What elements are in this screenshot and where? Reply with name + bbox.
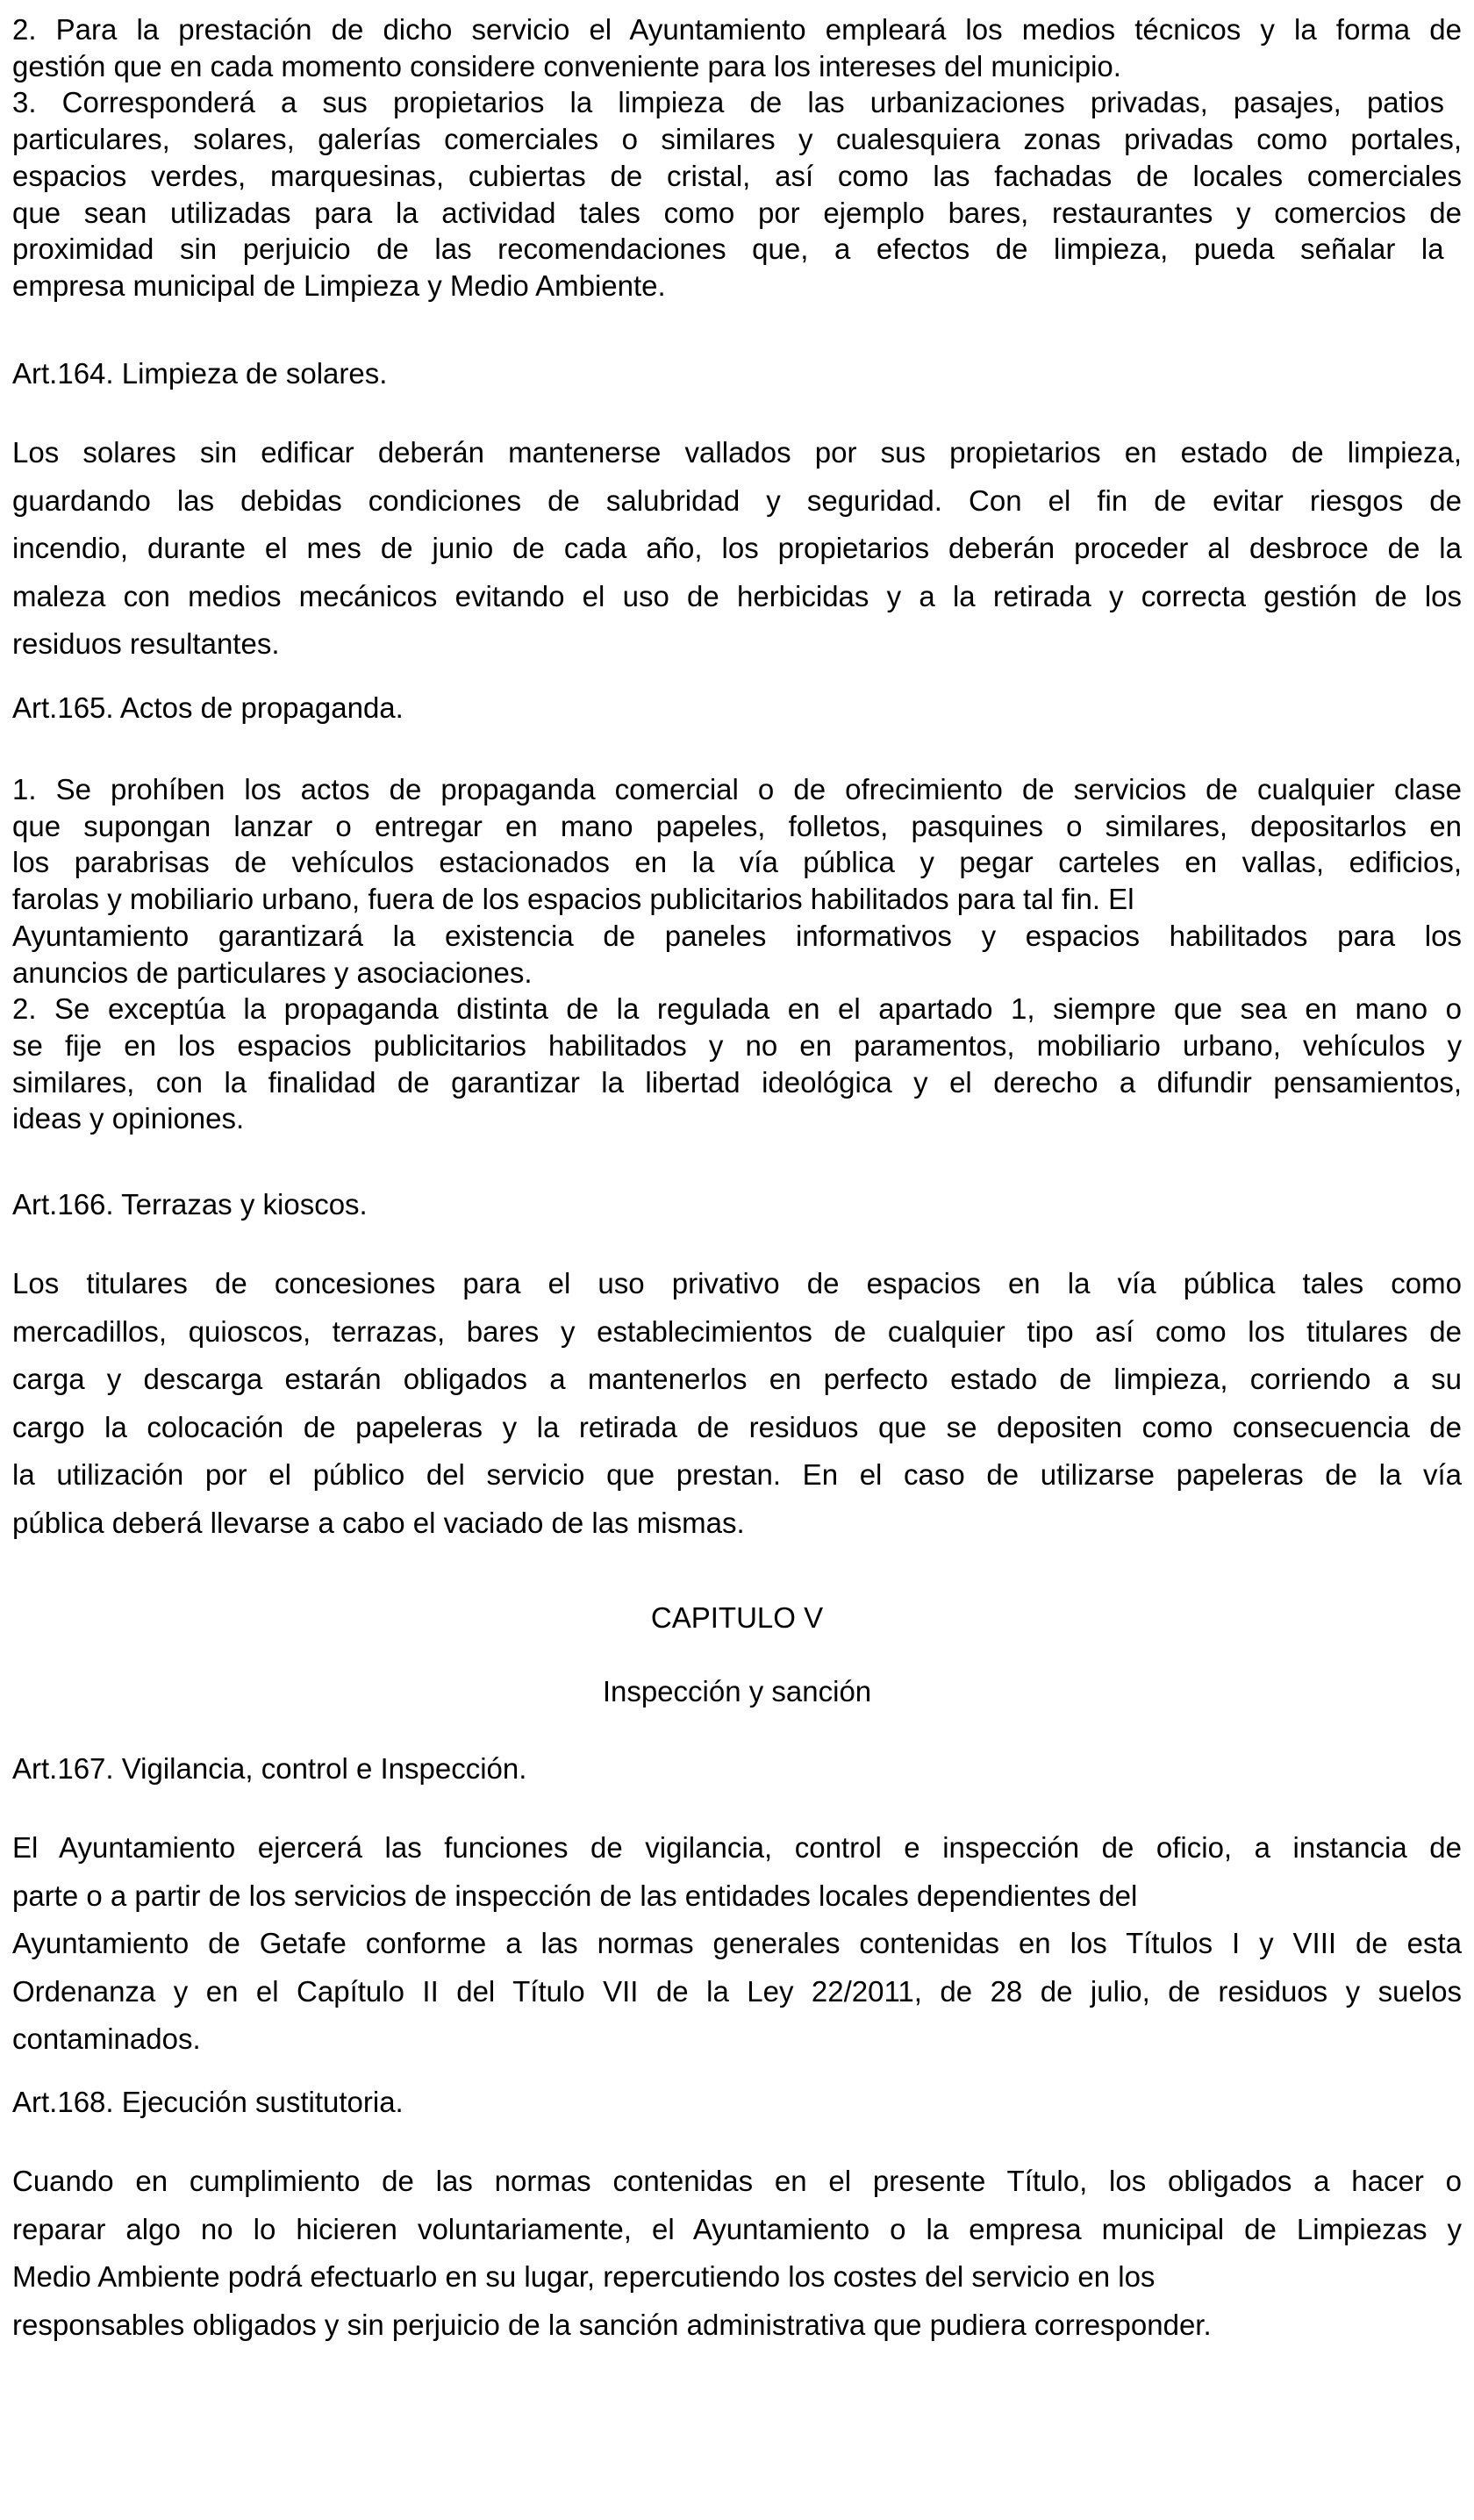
text-line: se fije en los espacios publicitarios habilitados y no en paramentos, mobiliario urbano, vehículos y [12, 1028, 1462, 1062]
article-168-body [12, 2158, 1462, 2349]
text-line: la utilización por el público del servicio que prestan. En el caso de utilizarse papeleras de la vía [12, 1458, 1462, 1492]
text-line: El Ayuntamiento ejercerá las funciones de vigilancia, control e inspección de oficio, a instancia de [12, 1831, 1462, 1864]
text-line: responsables obligados y sin perjuicio de la sanción administrativa que pudiera corresponder. [12, 2308, 1212, 2341]
text-line: pública deberá llevarse a cabo el vaciado de las mismas. [12, 1506, 745, 1539]
text-line: ideas y opiniones. [12, 1102, 245, 1135]
chapter-subtitle: Inspección y sanción [602, 1675, 872, 1707]
text-line: residuos resultantes. [12, 627, 280, 661]
text-line: 2. Para la prestación de dicho servicio el Ayuntamiento empleará los medios técnicos y la forma de [12, 13, 1462, 46]
text-line: Cuando en cumplimiento de las normas contenidas en el presente Título, los obligados a hacer o [12, 2165, 1462, 2197]
article-164-title: Art.164. Limpieza de solares. [12, 357, 388, 390]
paragraph-intro [12, 11, 1462, 304]
text-line: espacios verdes, marquesinas, cubiertas de cristal, así como las fachadas de locales comerciales [12, 159, 1462, 192]
text-line: maleza con medios mecánicos evitando el uso de herbicidas y a la retirada y correcta gestión de los [12, 579, 1462, 612]
text-line: Ayuntamiento garantizará la existencia de paneles informativos y espacios habilitados para los [12, 919, 1462, 952]
text-line: incendio, durante el mes de junio de cada año, los propietarios deberán proceder al desbroce de la [12, 532, 1462, 565]
text-line: particulares, solares, galerías comerciales o similares y cualesquiera zonas privadas como portales, [12, 123, 1462, 156]
text-line: Ordenanza y en el Capítulo II del Título VII de la Ley 22/2011, de 28 de julio, de residuos y suelos [12, 1974, 1462, 2008]
text-line: 1. Se prohíben los actos de propaganda comercial o de ofrecimiento de servicios de cualquier clase [12, 773, 1462, 805]
text-line: anuncios de particulares y asociaciones. [12, 956, 533, 989]
text-line: gestión que en cada momento considere conveniente para los intereses del municipio. [12, 49, 1121, 82]
text-line: que supongan lanzar o entregar en mano papeles, folletos, pasquines o similares, depositarlos en [12, 809, 1462, 842]
article-164-body [12, 429, 1462, 669]
text-line: guardando las debidas condiciones de salubridad y seguridad. Con el fin de evitar riesgos de [12, 483, 1462, 517]
article-165-title: Art.165. Actos de propaganda. [12, 691, 404, 724]
chapter-title: CAPITULO V [650, 1601, 824, 1634]
text-line: farolas y mobiliario urbano, fuera de los espacios publicitarios habilitados para tal fin. El [12, 883, 1134, 916]
text-line: Los titulares de concesiones para el uso privativo de espacios en la vía pública tales como [12, 1267, 1462, 1299]
article-166-body [12, 1260, 1462, 1548]
text-line: mercadillos, quioscos, terrazas, bares y establecimientos de cualquier tipo así como los titulares de [12, 1314, 1462, 1348]
text-line: similares, con la finalidad de garantizar la libertad ideológica y el derecho a difundir pensamientos, [12, 1065, 1462, 1099]
text-line: Ayuntamiento de Getafe conforme a las normas generales contenidas en los Títulos I y VIII de esta [12, 1927, 1462, 1960]
text-line: los parabrisas de vehículos estacionados en la vía pública y pegar carteles en vallas, edificios, [12, 846, 1462, 879]
text-line: contaminados. [12, 2022, 201, 2056]
text-line: Medio Ambiente podrá efectuarlo en su lugar, repercutiendo los costes del servicio en los [12, 2260, 1156, 2294]
text-line: carga y descarga estarán obligados a mantenerlos en perfecto estado de limpieza, corriendo a su [12, 1363, 1462, 1396]
text-line: que sean utilizadas para la actividad tales como por ejemplo bares, restaurantes y comercios de [12, 196, 1462, 229]
text-line: 2. Se exceptúa la propaganda distinta de la regulada en el apartado 1, siempre que sea en mano o [12, 992, 1462, 1026]
text-line: parte o a partir de los servicios de inspección de las entidades locales dependientes del [12, 1879, 1138, 1912]
text-line: Los solares sin edificar deberán mantenerse vallados por sus propietarios en estado de limpieza, [12, 436, 1462, 469]
text-line: 3. Corresponderá a sus propietarios la limpieza de las urbanizaciones privadas, pasajes, patios [12, 86, 1445, 119]
text-line: cargo la colocación de papeleras y la retirada de residuos que se depositen como consecuencia de [12, 1410, 1462, 1443]
article-165-body [12, 771, 1462, 1137]
article-168-title: Art.168. Ejecución sustitutoria. [12, 2086, 404, 2118]
text-line: empresa municipal de Limpieza y Medio Ambiente. [12, 268, 666, 302]
text-line: proximidad sin perjuicio de las recomendaciones que, a efectos de limpieza, pueda señalar la [12, 233, 1444, 266]
article-167-body [12, 1824, 1462, 2064]
article-166-title: Art.166. Terrazas y kioscos. [12, 1188, 368, 1221]
article-167-title: Art.167. Vigilancia, control e Inspección. [12, 1752, 527, 1785]
text-line: reparar algo no lo hicieren voluntariamente, el Ayuntamiento o la empresa municipal de Limpiezas y [12, 2212, 1462, 2245]
